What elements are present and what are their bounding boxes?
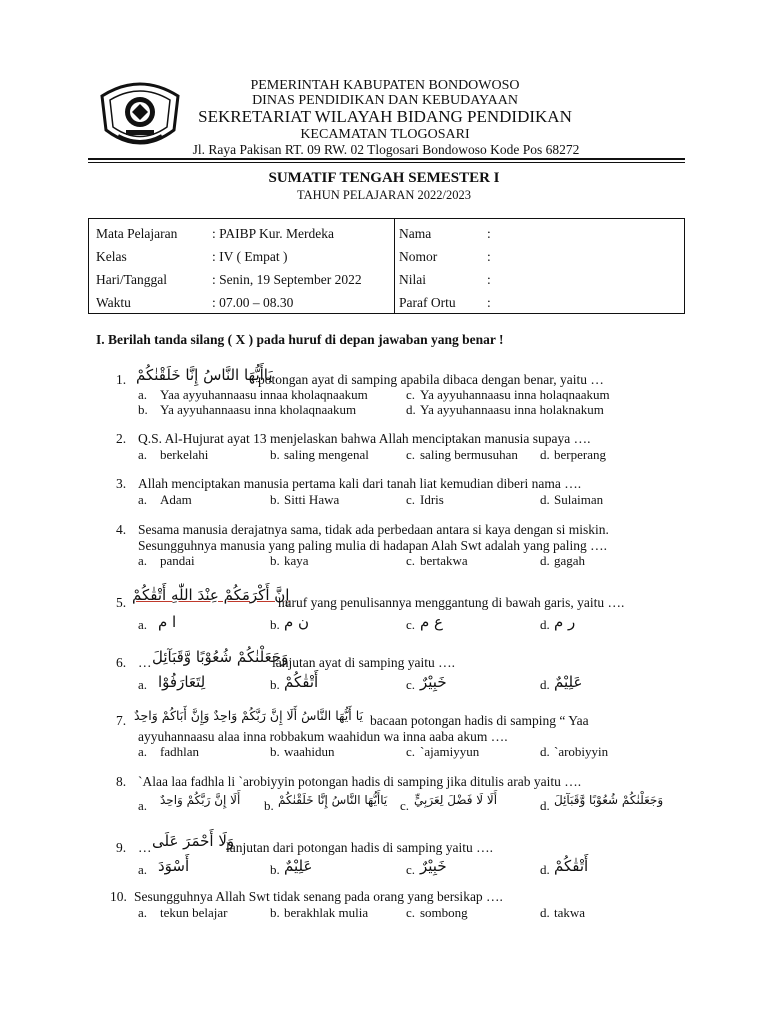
option-arabic: أَلَا لَا فَضْلَ لِعَرَبِيٍّ — [414, 793, 498, 807]
header-line-4: KECAMATAN TLOGOSARI — [300, 127, 470, 142]
option-letter: c. — [406, 553, 416, 568]
identity-value: : Senin, 19 September 2022 — [212, 272, 362, 287]
option-text: sombong — [420, 905, 468, 920]
question-number: 1. — [116, 372, 127, 387]
option-arabic: ن م — [284, 613, 310, 631]
option-letter: a. — [138, 744, 148, 759]
option-letter: c. — [406, 677, 416, 692]
option-letter: c. — [400, 798, 410, 813]
option-text: Adam — [160, 492, 192, 507]
option-letter: d. — [540, 617, 550, 632]
identity-value: : — [487, 272, 491, 287]
question-number: 4. — [116, 522, 127, 537]
question-text: potongan ayat di samping apabila dibaca dengan benar, yaitu … — [258, 372, 604, 387]
option-letter: a. — [138, 553, 148, 568]
identity-value: : IV ( Empat ) — [212, 249, 288, 264]
option-letter: c. — [406, 617, 416, 632]
option-letter: b. — [270, 553, 280, 568]
option-letter: a. — [138, 447, 148, 462]
question-text: lanjutan dari potongan hadis di samping yaitu …. — [226, 840, 493, 855]
option-text: berkelahi — [160, 447, 209, 462]
identity-label: Nilai — [399, 272, 426, 287]
question-ellipsis: … — [138, 840, 152, 855]
option-text: Idris — [420, 492, 444, 507]
option-letter: b. — [270, 617, 280, 632]
option-arabic: يَاأَيُّهَا النَّاسُ إِنَّا خَلَقْنٰكُمْ — [278, 793, 388, 807]
question-arabic: إِنَّ أَكْرَمَكُمْ عِنْدَ اللّٰهِ أَتْقٰكُمْ — [132, 586, 290, 604]
option-text: bertakwa — [420, 553, 468, 568]
option-text: saling mengenal — [284, 447, 369, 462]
option-letter: b. — [264, 798, 274, 813]
option-letter: a. — [138, 798, 148, 813]
option-letter: d. — [406, 402, 416, 417]
option-letter: b. — [270, 905, 280, 920]
option-arabic: عَلِيْمٌ — [284, 857, 313, 875]
option-letter: d. — [540, 862, 550, 877]
section-instruction: I. Berilah tanda silang ( X ) pada huruf di depan jawaban yang benar ! — [96, 332, 504, 347]
option-arabic: وَجَعَلْنٰكُمْ شُعُوْبًا وَّقَبَآئِلَ — [554, 793, 664, 807]
option-letter: a. — [138, 862, 148, 877]
identity-value: : PAIBP Kur. Merdeka — [212, 226, 335, 241]
option-arabic: أَتْقٰكُمْ — [284, 673, 319, 691]
question-number: 5. — [116, 595, 127, 610]
identity-label: Mata Pelajaran — [96, 226, 178, 241]
option-text: Ya ayyuhannaasu inna holaknakum — [420, 402, 604, 417]
option-text: Sulaiman — [554, 492, 604, 507]
option-letter: c. — [406, 905, 416, 920]
option-letter: a. — [138, 905, 148, 920]
exam-year: TAHUN PELAJARAN 2022/2023 — [297, 188, 471, 202]
header-rule-thick — [88, 158, 685, 160]
question-text: bacaan potongan hadis di samping “ Yaa — [370, 713, 589, 728]
option-letter: d. — [540, 553, 550, 568]
option-letter: c. — [406, 387, 416, 402]
identity-value: : — [487, 249, 491, 264]
option-letter: b. — [270, 492, 280, 507]
question-arabic: وَلَا أَحْمَرَ عَلَى — [152, 832, 235, 850]
option-letter: b. — [270, 447, 280, 462]
option-text: gagah — [554, 553, 586, 568]
option-text: waahidun — [284, 744, 335, 759]
identity-value: : — [487, 226, 491, 241]
option-letter: b. — [270, 862, 280, 877]
header-rule-thin — [88, 162, 685, 163]
option-letter: c. — [406, 862, 416, 877]
question-number: 6. — [116, 655, 127, 670]
question-text: ayyuhannaasu alaa inna robbakum waahidun wa inna aaba akum …. — [138, 729, 508, 744]
identity-value: : 07.00 – 08.30 — [212, 295, 294, 310]
option-arabic: أَلَا إِنَّ رَبَّكُمْ وَاحِدٌ — [160, 793, 241, 807]
option-letter: c. — [406, 744, 416, 759]
option-arabic: عَلِيْمٌ — [554, 673, 583, 691]
question-number: 9. — [116, 840, 127, 855]
option-letter: a. — [138, 387, 148, 402]
option-text: fadhlan — [160, 744, 199, 759]
option-letter: d. — [540, 492, 550, 507]
header-address: Jl. Raya Pakisan RT. 09 RW. 02 Tlogosari Bondowoso Kode Pos 68272 — [192, 142, 580, 157]
option-text: berperang — [554, 447, 606, 462]
option-text: Sitti Hawa — [284, 492, 340, 507]
question-text: `Alaa laa fadhla li `arobiyyin potongan hadis di samping jika ditulis arab yaitu …. — [138, 774, 582, 789]
option-letter: d. — [540, 798, 550, 813]
option-letter: d. — [540, 677, 550, 692]
header-line-2: DINAS PENDIDIKAN DAN KEBUDAYAAN — [252, 93, 518, 108]
question-number: 3. — [116, 476, 127, 491]
option-arabic: ا م — [158, 613, 177, 631]
question-number: 7. — [116, 713, 127, 728]
option-text: saling bermusuhan — [420, 447, 518, 462]
option-text: kaya — [284, 553, 309, 568]
question-text: Sesama manusia derajatnya sama, tidak ada perbedaan antara si kaya dengan si miskin. — [138, 522, 609, 537]
identity-label: Paraf Ortu — [399, 295, 456, 310]
option-text: `ajamiyyun — [420, 744, 480, 759]
option-arabic: خَبِيْرٌ — [420, 673, 447, 691]
option-text: Ya ayyuhannaasu inna kholaqnaakum — [160, 402, 357, 417]
question-arabic: يَا أَيُّهَا النَّاسُ أَلَا إِنَّ رَبَّكُمْ وَاحِدٌ وَإِنَّ أَبَاكُمْ وَاحِدٌ — [134, 708, 363, 723]
option-letter: a. — [138, 492, 148, 507]
identity-divider — [394, 219, 395, 313]
option-letter: a. — [138, 677, 148, 692]
question-text: lanjutan ayat di samping yaitu …. — [272, 655, 455, 670]
question-ellipsis: … — [138, 655, 152, 670]
question-text: Allah menciptakan manusia pertama kali dari tanah liat kemudian diberi nama …. — [138, 476, 582, 491]
header-line-3: SEKRETARIAT WILAYAH BIDANG PENDIDIKAN — [198, 107, 572, 126]
option-letter: d. — [540, 744, 550, 759]
option-arabic: لِتَعَارَفُوْا — [158, 673, 206, 691]
question-number: 2. — [116, 431, 127, 446]
option-text: takwa — [554, 905, 586, 920]
option-text: `arobiyyin — [554, 744, 609, 759]
option-letter: d. — [540, 447, 550, 462]
identity-label: Nomor — [399, 249, 438, 264]
option-arabic: ع م — [420, 613, 444, 631]
question-arabic: وَجَعَلْنٰكُمْ شُعُوْبًا وَّقَبَآئِلَ — [152, 648, 289, 666]
option-letter: b. — [270, 744, 280, 759]
identity-label: Waktu — [96, 295, 131, 310]
option-arabic: ر م — [554, 613, 576, 631]
option-text: Yaa ayyuhannaasu innaa kholaqnaakum — [160, 387, 368, 402]
option-text: tekun belajar — [160, 905, 228, 920]
bondowoso-emblem-logo — [96, 78, 184, 150]
option-text: pandai — [160, 553, 195, 568]
identity-label: Kelas — [96, 249, 127, 264]
option-arabic: أَسْوَدَ — [158, 857, 190, 875]
option-text: Ya ayyuhannaasu inna holaqnaakum — [420, 387, 610, 402]
identity-label: Hari/Tanggal — [96, 272, 168, 287]
option-text: berakhlak mulia — [284, 905, 369, 920]
question-text: Q.S. Al-Hujurat ayat 13 menjelaskan bahwa Allah menciptakan manusia supaya …. — [138, 431, 591, 446]
exam-title: SUMATIF TENGAH SEMESTER I — [268, 170, 500, 186]
identity-label: Nama — [399, 226, 432, 241]
option-arabic: أَتْقٰكُمْ — [554, 857, 589, 875]
option-arabic: خَبِيْرٌ — [420, 857, 447, 875]
option-letter: c. — [406, 492, 416, 507]
option-letter: b. — [270, 677, 280, 692]
option-letter: b. — [138, 402, 148, 417]
question-number: 10. — [110, 889, 127, 904]
header-line-1: PEMERINTAH KABUPATEN BONDOWOSO — [250, 78, 520, 93]
question-text: Sesungguhnya Allah Swt tidak senang pada orang yang bersikap …. — [134, 889, 503, 904]
identity-table — [88, 218, 685, 314]
option-letter: c. — [406, 447, 416, 462]
question-text: huruf yang penulisannya menggantung di bawah garis, yaitu …. — [278, 595, 625, 610]
identity-value: : — [487, 295, 491, 310]
option-letter: a. — [138, 617, 148, 632]
question-text: Sesungguhnya manusia yang paling mulia di hadapan Alah Swt adalah yang paling …. — [138, 538, 608, 553]
question-number: 8. — [116, 774, 127, 789]
option-letter: d. — [540, 905, 550, 920]
question-arabic: يَاأَيُّهَا النَّاسُ إِنَّا خَلَقْنٰكُمْ — [136, 366, 273, 384]
